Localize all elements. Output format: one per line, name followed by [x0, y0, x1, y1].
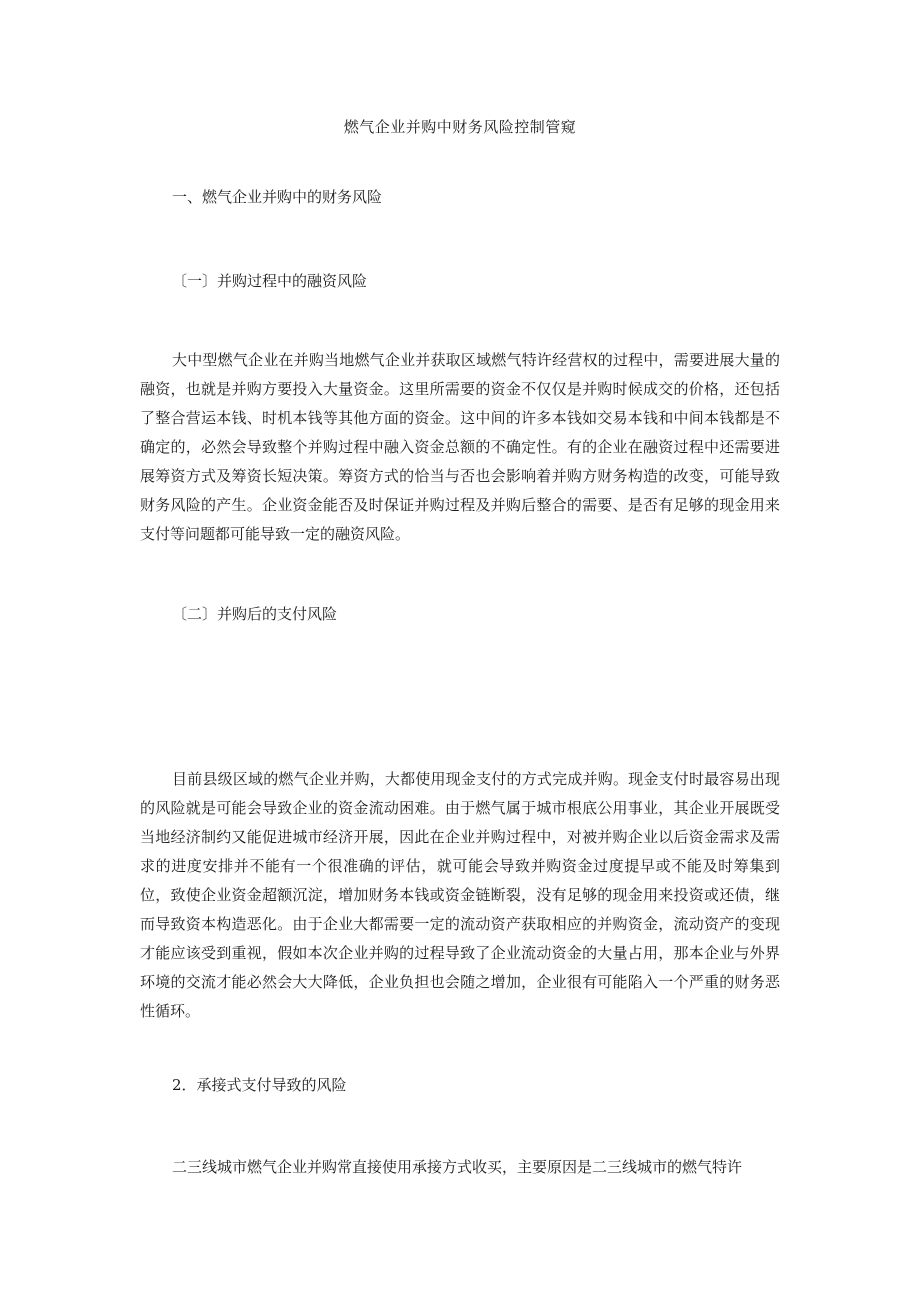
paragraph-payment-risk: 目前县级区域的燃气企业并购，大都使用现金支付的方式完成并购。现金支付时最容易出现的风险就是可能会导致企业的资金流动困难。由于燃气属于城市根底公用事业，其企业开展既受当地经济制约又能促进城市经济开展，因此在企业并购过程中，对被并购企业以后资金需求及需求的进度安排并不能有一个很准确的评估，就可能会导致并购资金过度提早或不能及时筹集到位，致使企业资金超额沉淀，增加财务本钱或资金链断裂，没有足够的现金用来投资或还债，继而导致资本构造恶化。由于企业大都需要一定的流动资产获取相应的并购资金，流动资产的变现才能应该受到重视，假如本次企业并购的过程导致了企业流动资金的大量占用，那本企业与外界环境的交流才能必然会大大降低，企业负担也会随之增加，企业很有可能陷入一个严重的财务恶性循环。 [140, 770, 780, 1020]
document-title: 燃气企业并购中财务风险控制管窥 [343, 118, 577, 136]
section-heading-1: 一、燃气企业并购中的财务风险 [172, 188, 383, 206]
subsection-heading-assumption-payment: 2．承接式支付导致的风险 [172, 1076, 347, 1094]
paragraph-assumption-payment: 二三线城市燃气企业并购常直接使用承接方式收买，主要原因是二三线城市的燃气特许 [172, 1158, 743, 1176]
subsection-heading-financing-risk: 〔一〕并购过程中的融资风险 [172, 272, 368, 290]
paragraph-financing-risk: 大中型燃气企业在并购当地燃气企业并获取区域燃气特许经营权的过程中，需要进展大量的融资，也就是并购方要投入大量资金。这里所需要的资金不仅仅是并购时候成交的价格，还包括了整合营运本钱、时机本钱等其他方面的资金。这中间的许多本钱如交易本钱和中间本钱都是不确定的，必然会导致整个并购过程中融入资金总额的不确定性。有的企业在融资过程中还需要进展筹资方式及筹资长短决策。筹资方式的恰当与否也会影响着并购方财务构造的改变，可能导致财务风险的产生。企业资金能否及时保证并购过程及并购后整合的需要、是否有足够的现金用来支付等问题都可能导致一定的融资风险。 [140, 351, 780, 543]
subsection-heading-payment-risk: 〔二〕并购后的支付风险 [172, 605, 338, 623]
